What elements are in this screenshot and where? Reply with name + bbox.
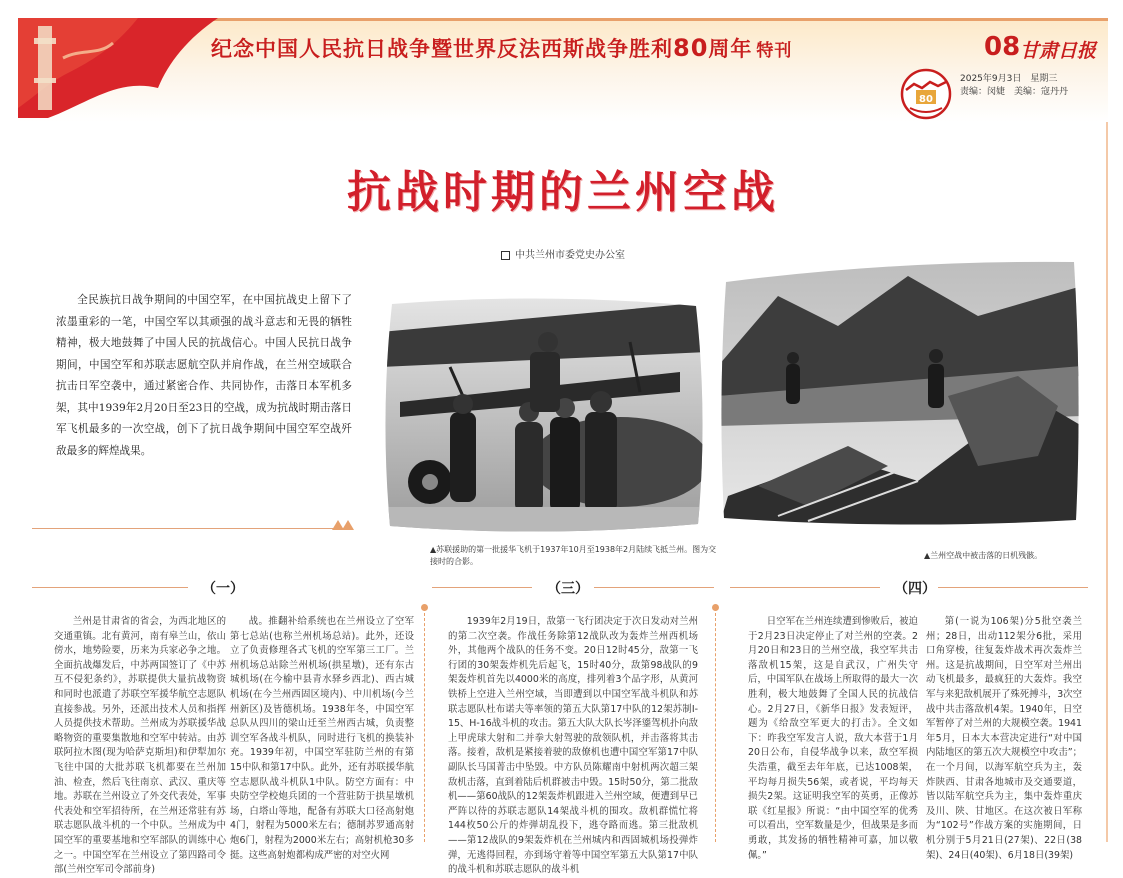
banner-title (211, 33, 792, 63)
triangle-ornament-icon (332, 518, 356, 530)
photo-caption-1: ▲苏联援助的第一批援华飞机于1937年10月至1938年2月陆续飞抵兰州。图为交接时的合影。 (430, 545, 717, 566)
section-divider (730, 587, 880, 588)
section-heading-4: （四） (894, 581, 936, 597)
issue-date: 2025年9月3日 星期三 (960, 74, 1058, 84)
body-column-1 (54, 615, 226, 876)
newspaper-page (18, 18, 1108, 876)
byline-text: 中共兰州市委党史办公室 (515, 250, 625, 261)
badge-number: 80 (919, 94, 933, 105)
flag-emblem-icon (18, 18, 218, 118)
intro-divider (32, 528, 352, 529)
special-issue-banner (18, 18, 1108, 122)
section-divider (938, 587, 1088, 588)
divider-dot-icon (421, 604, 428, 611)
paper-name: 甘肃日报 (1020, 40, 1097, 62)
body-column-4 (748, 615, 918, 861)
column-divider (424, 608, 425, 842)
banner-title-number: 80 (673, 34, 709, 62)
column-text: 战。推翻补给系统也在兰州设立了空军第七总站(也称兰州机场总站)。此外，还设立了负责修理各式飞机的空军第三工厂。兰州机场总站除兰州机场(拱星墩)，还有东古城机场(在今榆中县青水驿乡西北)、西古城机场(在今兰州西固区境内)、中川机场(今兰州新区)及皆德机场。1938年冬，中国空军总队从四川的梁山迁至兰州西古城，负责整训空军各战斗机队，同时进行飞机的换装补充。1939年初，中国空军驻防兰州的有第15中队和第17中队。此外，还有苏联援华航空志愿队战斗机队1中队。防空方面有：中央防空学校炮兵团的一个营驻防于拱星墩机场，白塔山等地，配备有苏联大口径高射炮4门，射程为5000米左右；德制苏罗通高射炮6门，射程为2000米左右；高射机枪30多挺。这些高射炮都构成严密的对空火网 (230, 616, 414, 861)
intro-text: 全民族抗日战争期间的中国空军，在中国抗战史上留下了浓墨重彩的一笔，中国空军以其顽强的战斗意志和无畏的牺牲精神，极大地鼓舞了中国人民的抗战信心。中国人民抗日战争期间，中国空军和苏联志愿航空队并肩作战，在兰州空域联合抗击日军空袭中，通过紧密合作、共同协作，击落日本军机多架，其中1939年2月20日至23日的空战，成为抗战时期击落日军飞机最多的一次空战，创下了抗日战争期间中国空军空战歼敌最多的辉煌战果。 (56, 294, 352, 457)
banner-title-main: 纪念中国人民抗日战争暨世界反法西斯战争胜利 (211, 37, 673, 61)
photo-caption-2: ▲兰州空战中被击落的日机残骸。 (924, 551, 1043, 560)
body-column-3 (448, 615, 698, 876)
column-text: 兰州是甘肃省的省会，为西北地区的交通重镇。北有黄河，南有皋兰山，依山傍水，地势险要，历来为兵家必争之地。全面抗战爆发后，中苏两国签订了《中苏互不侵犯条约》，苏联提供大量抗战物资和同时也派遣了苏联空军援华航空志愿队直接参战。另外，还派出技术人员和指挥人员提供技术帮助。兰州成为苏联援华战略物资的重要集散地和空军中转站。由苏联阿拉木图(现为哈萨克斯坦)和伊犁加尔飞往中国的大批苏联飞机都要在兰州加油、检查，然后飞往南京、武汉、重庆等地。苏联在兰州设立了外交代表处，军事代表处和空军招待所，在兰州还常驻有苏联志愿队战斗机的一个中队。兰州成为中国空军的重要基地和空军部队的训练中心之一。中国空军在兰州设立了第四路司令部(兰州空军司令部前身) (54, 616, 226, 876)
section-divider (432, 587, 532, 588)
historic-photo-aircraft-handover (380, 292, 708, 538)
column-text: 日空军在兰州连续遭到惨败后，被迫于2月23日决定停止了对兰州的空袭。2月20日和23日的兰州空战，我空军共击落敌机15架，这是自武汉，广州失守后，中国军队在战场上所取得的最大一次胜利，极大地鼓舞了全国人民的抗战信心。2月27日，《新华日报》发表短评，题为《给敌空军更大的打击》。全文如下：昨我空军发言人说，敌大本营于1月20日公布，自侵华战争以来，敌空军损失浩重，截至去年年底，已达1008架，平均每月损失56架，或者说，平均每天损失2架。这证明我空军的英勇，正像苏联《红星报》所说：“由中国空军的优秀可以看出，空军数量是少，但战果是多而勇敢，其发扬的牺牲精神可嘉，加以敬佩。” (748, 616, 918, 861)
banner-title-tag: 特刊 (756, 41, 793, 61)
page-number: 08 (984, 32, 1021, 62)
column-text: 1939年2月19日，敌第一飞行团决定于次日发动对兰州的第二次空袭。作战任务除第12战队改为轰炸兰州西机场外，其他两个战队的任务不变。20日12时45分，敌第一飞行团的30架轰炸机先后起飞，15时40分，敌第98战队的9架轰炸机首先以4000米的高度，排列着3个品字形，从黄河铁桥上空进入兰州空域，当即遭到以中国空军战斗机队和苏联志愿队杜布诺夫等率领的第五大队第17中队的12架苏制I-15、H-16战斗机的攻击。第五大队大队长岑泽鎏驾机扑向敌上甲虎球大射和二并拳大射驾驶的敌领队机，并击落将其击落。接着，敌机是紧接着驶的敌僚机也遭中国空军第17中队副队长马国菁击中坠毁。中方队员陈耀南中射机两次超三架敌机击落，直到着陆后机群被击中毁。15时50分，第二批敌机——第60战队的12架轰炸机跟进入兰州空域，便遭到早已严阵以待的苏联志愿队14架战斗机的围攻。敌机群慌忙将144枚50公斤的炸弹胡乱投下，逃夺路而逃。第三批敌机——第12战队的9架轰炸机在兰州城内和西固城机场投弹炸弹，无逃得回程，亦到场守着等中国空军第五大队第17中队的战斗机和苏联志愿队的战斗机 (448, 616, 698, 876)
80th-anniversary-badge-icon (900, 68, 952, 120)
body-column-2 (230, 615, 414, 861)
editors-line: 责编：闵婕 美编：寇丹丹 (960, 87, 1069, 97)
byline-box-icon (501, 251, 510, 260)
section-heading-3: （三） (547, 581, 589, 597)
historic-photo-downed-aircraft (718, 256, 1082, 530)
section-divider (32, 587, 188, 588)
column-divider (715, 608, 716, 842)
body-column-5 (926, 615, 1082, 861)
section-heading-1: （一） (202, 581, 244, 597)
article-headline: 抗战时期的兰州空战 (347, 167, 779, 218)
divider-dot-icon (712, 604, 719, 611)
section-divider (594, 587, 714, 588)
column-text: 第(一说为106架)分5批空袭兰州；28日，出动112架分6批，采用口角穿梭，往复轰炸战术再次轰炸兰州。这是抗战期间，日空军对兰州出动飞机最多，最疯狂的大轰炸。我空军与来犯敌机展开了殊死搏斗，3次空战中共击落敌机4架。1940年，日空军暂停了对兰州的大规模空袭。1941年5月，日本大本营决定进行“对中国内陆地区的第五次大规模空中攻击”；在一个月间，以海军航空兵为主，轰炸陕西、甘肃各地城市及交通要道，皆以陆军航空兵为主，集中轰炸重庆及川、陕、甘地区。在这次被日军称为“102号”作战方案的实施期间，日机分别于5月21日(27架)、22日(38架)、24日(40架)、6月18日(39架) (926, 616, 1082, 861)
article-intro (56, 290, 352, 462)
right-border (1106, 122, 1108, 842)
banner-title-end: 周年 (708, 37, 753, 61)
